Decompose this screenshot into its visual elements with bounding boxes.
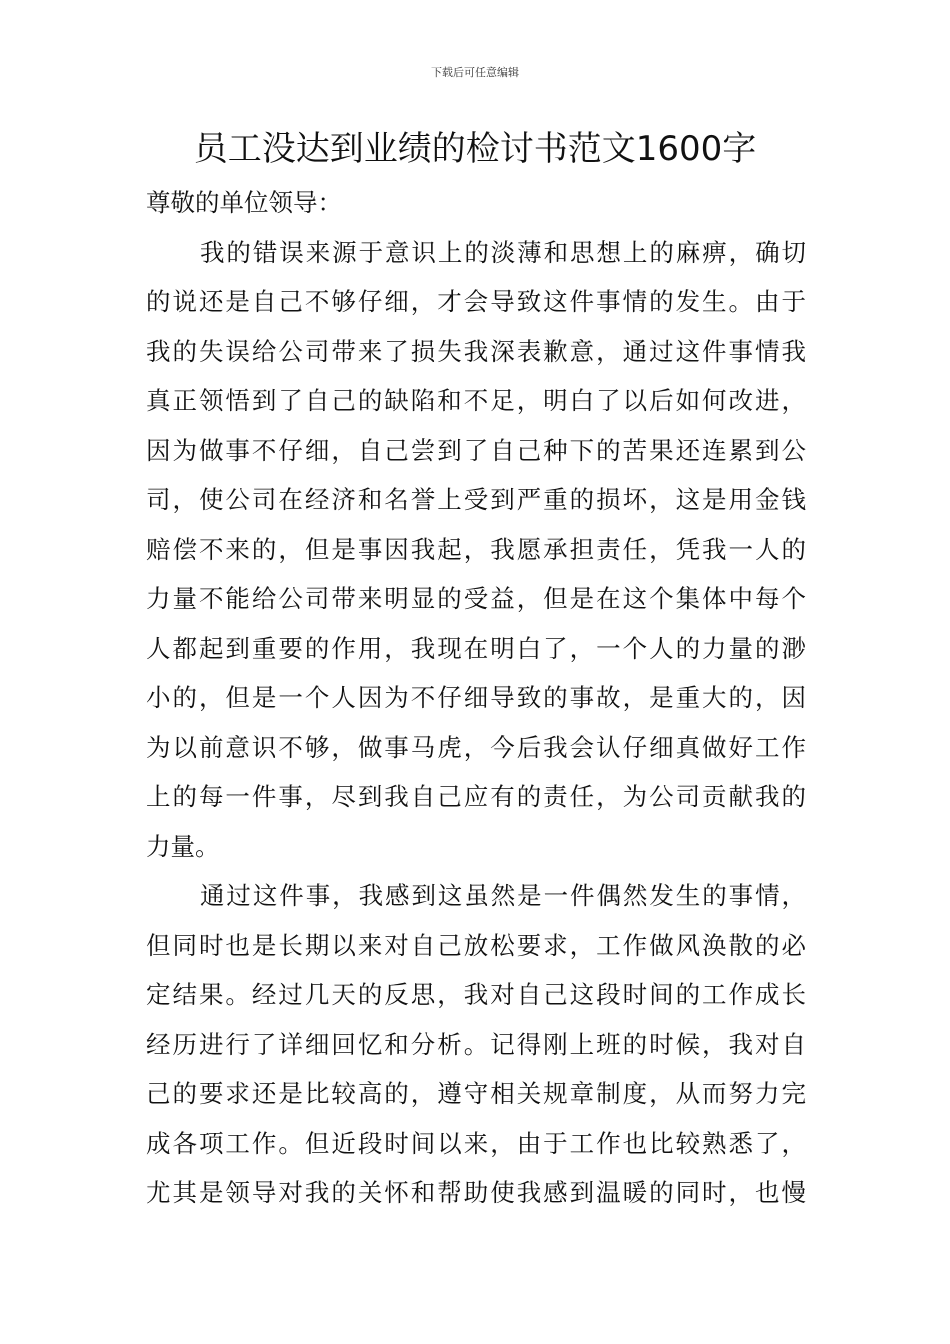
paragraphs — [146, 228, 806, 1218]
paragraph-line: 力量不能给公司带来明显的受益，但是在这个集体中每个 — [146, 584, 806, 613]
paragraph-line: 司，使公司在经济和名誉上受到严重的损坏，这是用金钱 — [146, 485, 806, 514]
salutation: 尊敬的单位领导： — [146, 188, 342, 217]
paragraph-line: 小的，但是一个人因为不仔细导致的事故，是重大的，因 — [146, 683, 806, 712]
paragraph-line: 力量。 — [146, 831, 220, 861]
paragraph-line: 成各项工作。但近段时间以来，由于工作也比较熟悉了， — [146, 1128, 806, 1158]
paragraph-line: 经历进行了详细回忆和分析。记得刚上班的时候，我对自 — [146, 1029, 806, 1059]
paragraph — [146, 228, 806, 872]
paragraph — [146, 871, 806, 1218]
paragraph-line: 我的错误来源于意识上的淡薄和思想上的麻痹，确切 — [200, 237, 806, 267]
paragraph-line: 但同时也是长期以来对自己放松要求，工作做风涣散的必 — [146, 930, 806, 960]
paragraph-line: 己的要求还是比较高的，遵守相关规章制度，从而努力完 — [146, 1079, 806, 1108]
paragraph-line: 的说还是自己不够仔细，才会导致这件事情的发生。由于 — [146, 287, 806, 316]
paragraph-line: 为以前意识不够，做事马虎，今后我会认仔细真做好工作 — [146, 732, 806, 762]
paragraph-line: 因为做事不仔细，自己尝到了自己种下的苦果还连累到公 — [146, 435, 806, 465]
paragraph-line: 真正领悟到了自己的缺陷和不足，明白了以后如何改进， — [146, 386, 806, 415]
document-title: 员工没达到业绩的检讨书范文1600字 — [193, 129, 757, 169]
header-note: 下载后可任意编辑 — [431, 66, 519, 79]
paragraph-line: 人都起到重要的作用，我现在明白了，一个人的力量的渺 — [146, 633, 806, 663]
paragraph-line: 上的每一件事，尽到我自己应有的责任，为公司贡献我的 — [146, 782, 806, 811]
paragraph-line: 定结果。经过几天的反思，我对自己这段时间的工作成长 — [146, 980, 806, 1009]
paragraph-line: 赔偿不来的，但是事因我起，我愿承担责任，凭我一人的 — [146, 534, 806, 564]
paragraph-line: 我的失误给公司带来了损失我深表歉意，通过这件事情我 — [146, 336, 806, 366]
paragraph-line: 尤其是领导对我的关怀和帮助使我感到温暖的同时，也慢 — [146, 1178, 806, 1207]
document-body — [146, 178, 806, 1218]
paragraph-line: 通过这件事，我感到这虽然是一件偶然发生的事情， — [200, 881, 806, 910]
